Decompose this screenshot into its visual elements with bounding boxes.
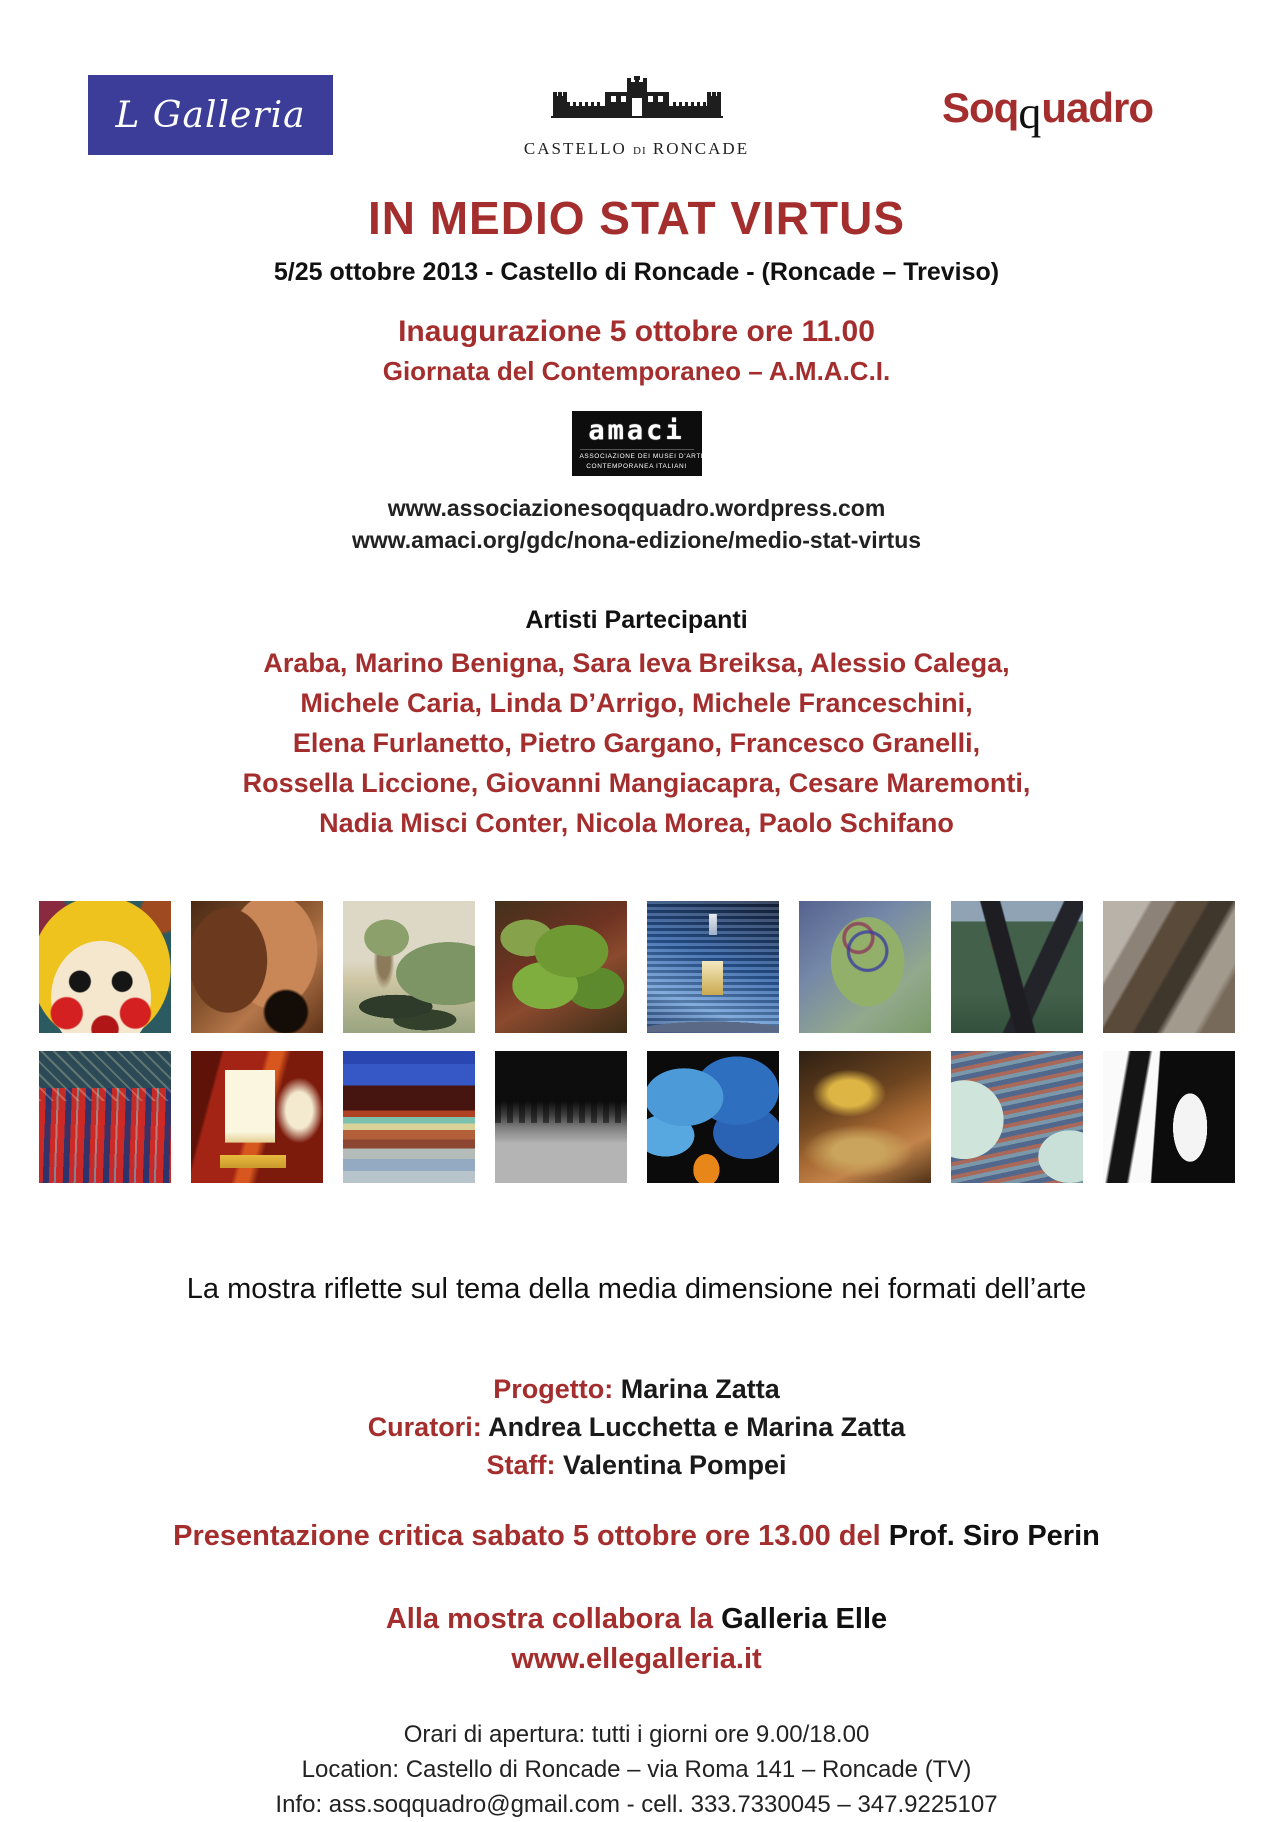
credit-value: Marina Zatta bbox=[613, 1373, 780, 1404]
artwork-thumbnail bbox=[951, 1051, 1083, 1183]
artists-line: Rossella Liccione, Giovanni Mangiacapra, Cesare Maremonti, bbox=[242, 767, 1031, 798]
footer-info bbox=[0, 1717, 1273, 1822]
presenter-name: Prof. Siro Perin bbox=[888, 1519, 1100, 1552]
amaci-logo-caption: ASSOCIAZIONE DEI MUSEI D’ARTE CONTEMPORANEA ITALIANI bbox=[580, 449, 694, 472]
artwork-thumbnail bbox=[951, 901, 1083, 1033]
artwork-thumbnail bbox=[495, 901, 627, 1033]
credit-line bbox=[0, 1408, 1273, 1446]
artists-line: Michele Caria, Linda D’Arrigo, Michele Franceschini, bbox=[300, 687, 973, 718]
credit-label: Curatori: bbox=[367, 1411, 482, 1442]
collaboration-block bbox=[0, 1599, 1273, 1679]
gallery-url: www.ellegalleria.it bbox=[511, 1642, 762, 1675]
opening-hours-line: Orari di apertura: tutti i giorni ore 9.00/18.00 bbox=[403, 1720, 870, 1748]
credit-line bbox=[0, 1446, 1273, 1484]
gallery-name: Galleria Elle bbox=[721, 1602, 888, 1635]
artwork-thumbnail bbox=[799, 901, 931, 1033]
inauguration-line: Inaugurazione 5 ottobre ore 11.00 bbox=[398, 315, 875, 348]
artwork-thumbnail bbox=[1103, 901, 1235, 1033]
location-line: Location: Castello di Roncade – via Roma 141 – Roncade (TV) bbox=[301, 1755, 972, 1783]
amaci-logo-wrap bbox=[0, 411, 1273, 476]
galleria-logo-text: L Galleria bbox=[115, 94, 306, 136]
artwork-thumbnail bbox=[343, 901, 475, 1033]
amaci-logo-text: amaci bbox=[588, 415, 685, 446]
exhibition-title: IN MEDIO STAT VIRTUS bbox=[367, 192, 906, 244]
collaboration-line: Alla mostra collabora la Galleria Elle bbox=[385, 1602, 888, 1635]
credit-value: Valentina Pompei bbox=[555, 1449, 787, 1480]
credit-value: Andrea Lucchetta e Marina Zatta bbox=[481, 1411, 906, 1442]
soqquadro-url: www.associazionesoqquadro.wordpress.com bbox=[387, 494, 886, 521]
artists-list bbox=[0, 643, 1273, 843]
critical-presentation-line: Presentazione critica sabato 5 ottobre ore 13.00 del Prof. Siro Perin bbox=[173, 1519, 1100, 1552]
artwork-thumbnail bbox=[191, 1051, 323, 1183]
artwork-thumbnail bbox=[1103, 1051, 1235, 1183]
artists-line: Elena Furlanetto, Pietro Gargano, Francesco Granelli, bbox=[292, 727, 981, 758]
exhibition-links bbox=[0, 492, 1273, 556]
credits-block bbox=[0, 1370, 1273, 1484]
amaci-logo bbox=[572, 411, 706, 476]
credit-label: Staff: bbox=[486, 1449, 556, 1480]
artwork-thumbnail bbox=[191, 901, 323, 1033]
header-logos bbox=[0, 0, 1273, 195]
amaci-url: www.amaci.org/gdc/nona-edizione/medio-stat-virtus bbox=[351, 526, 922, 553]
artwork-thumbnail bbox=[495, 1051, 627, 1183]
galleria-elle-logo bbox=[88, 75, 333, 155]
artwork-thumbnail bbox=[647, 1051, 779, 1183]
castello-di-roncade-logo bbox=[522, 76, 752, 159]
exhibition-dates-location: 5/25 ottobre 2013 - Castello di Roncade - (Roncade – Treviso) bbox=[273, 258, 1000, 286]
credit-label: Progetto: bbox=[493, 1373, 614, 1404]
artwork-thumbnail bbox=[799, 1051, 931, 1183]
artwork-thumbnail bbox=[39, 901, 171, 1033]
artwork-thumbnail bbox=[647, 901, 779, 1033]
artwork-thumbnail-grid bbox=[39, 901, 1235, 1183]
castle-icon bbox=[537, 76, 737, 132]
giornata-line: Giornata del Contemporaneo – A.M.A.C.I. bbox=[382, 356, 891, 386]
artwork-thumbnail bbox=[39, 1051, 171, 1183]
artists-line: Araba, Marino Benigna, Sara Ieva Breiksa, Alessio Calega, bbox=[263, 647, 1010, 678]
exhibition-theme-line: La mostra riflette sul tema della media dimensione nei formati dell’arte bbox=[186, 1272, 1087, 1305]
artists-heading: Artisti Partecipanti bbox=[525, 605, 748, 634]
credit-line bbox=[0, 1370, 1273, 1408]
artists-line: Nadia Misci Conter, Nicola Morea, Paolo Schifano bbox=[319, 807, 954, 838]
soqquadro-logo: Soqquadro bbox=[942, 84, 1153, 138]
castello-logo-caption: CASTELLO DI RONCADE bbox=[523, 139, 750, 158]
artwork-thumbnail bbox=[343, 1051, 475, 1183]
contact-info-line: Info: ass.soqquadro@gmail.com - cell. 333.7330045 – 347.9225107 bbox=[275, 1790, 998, 1818]
